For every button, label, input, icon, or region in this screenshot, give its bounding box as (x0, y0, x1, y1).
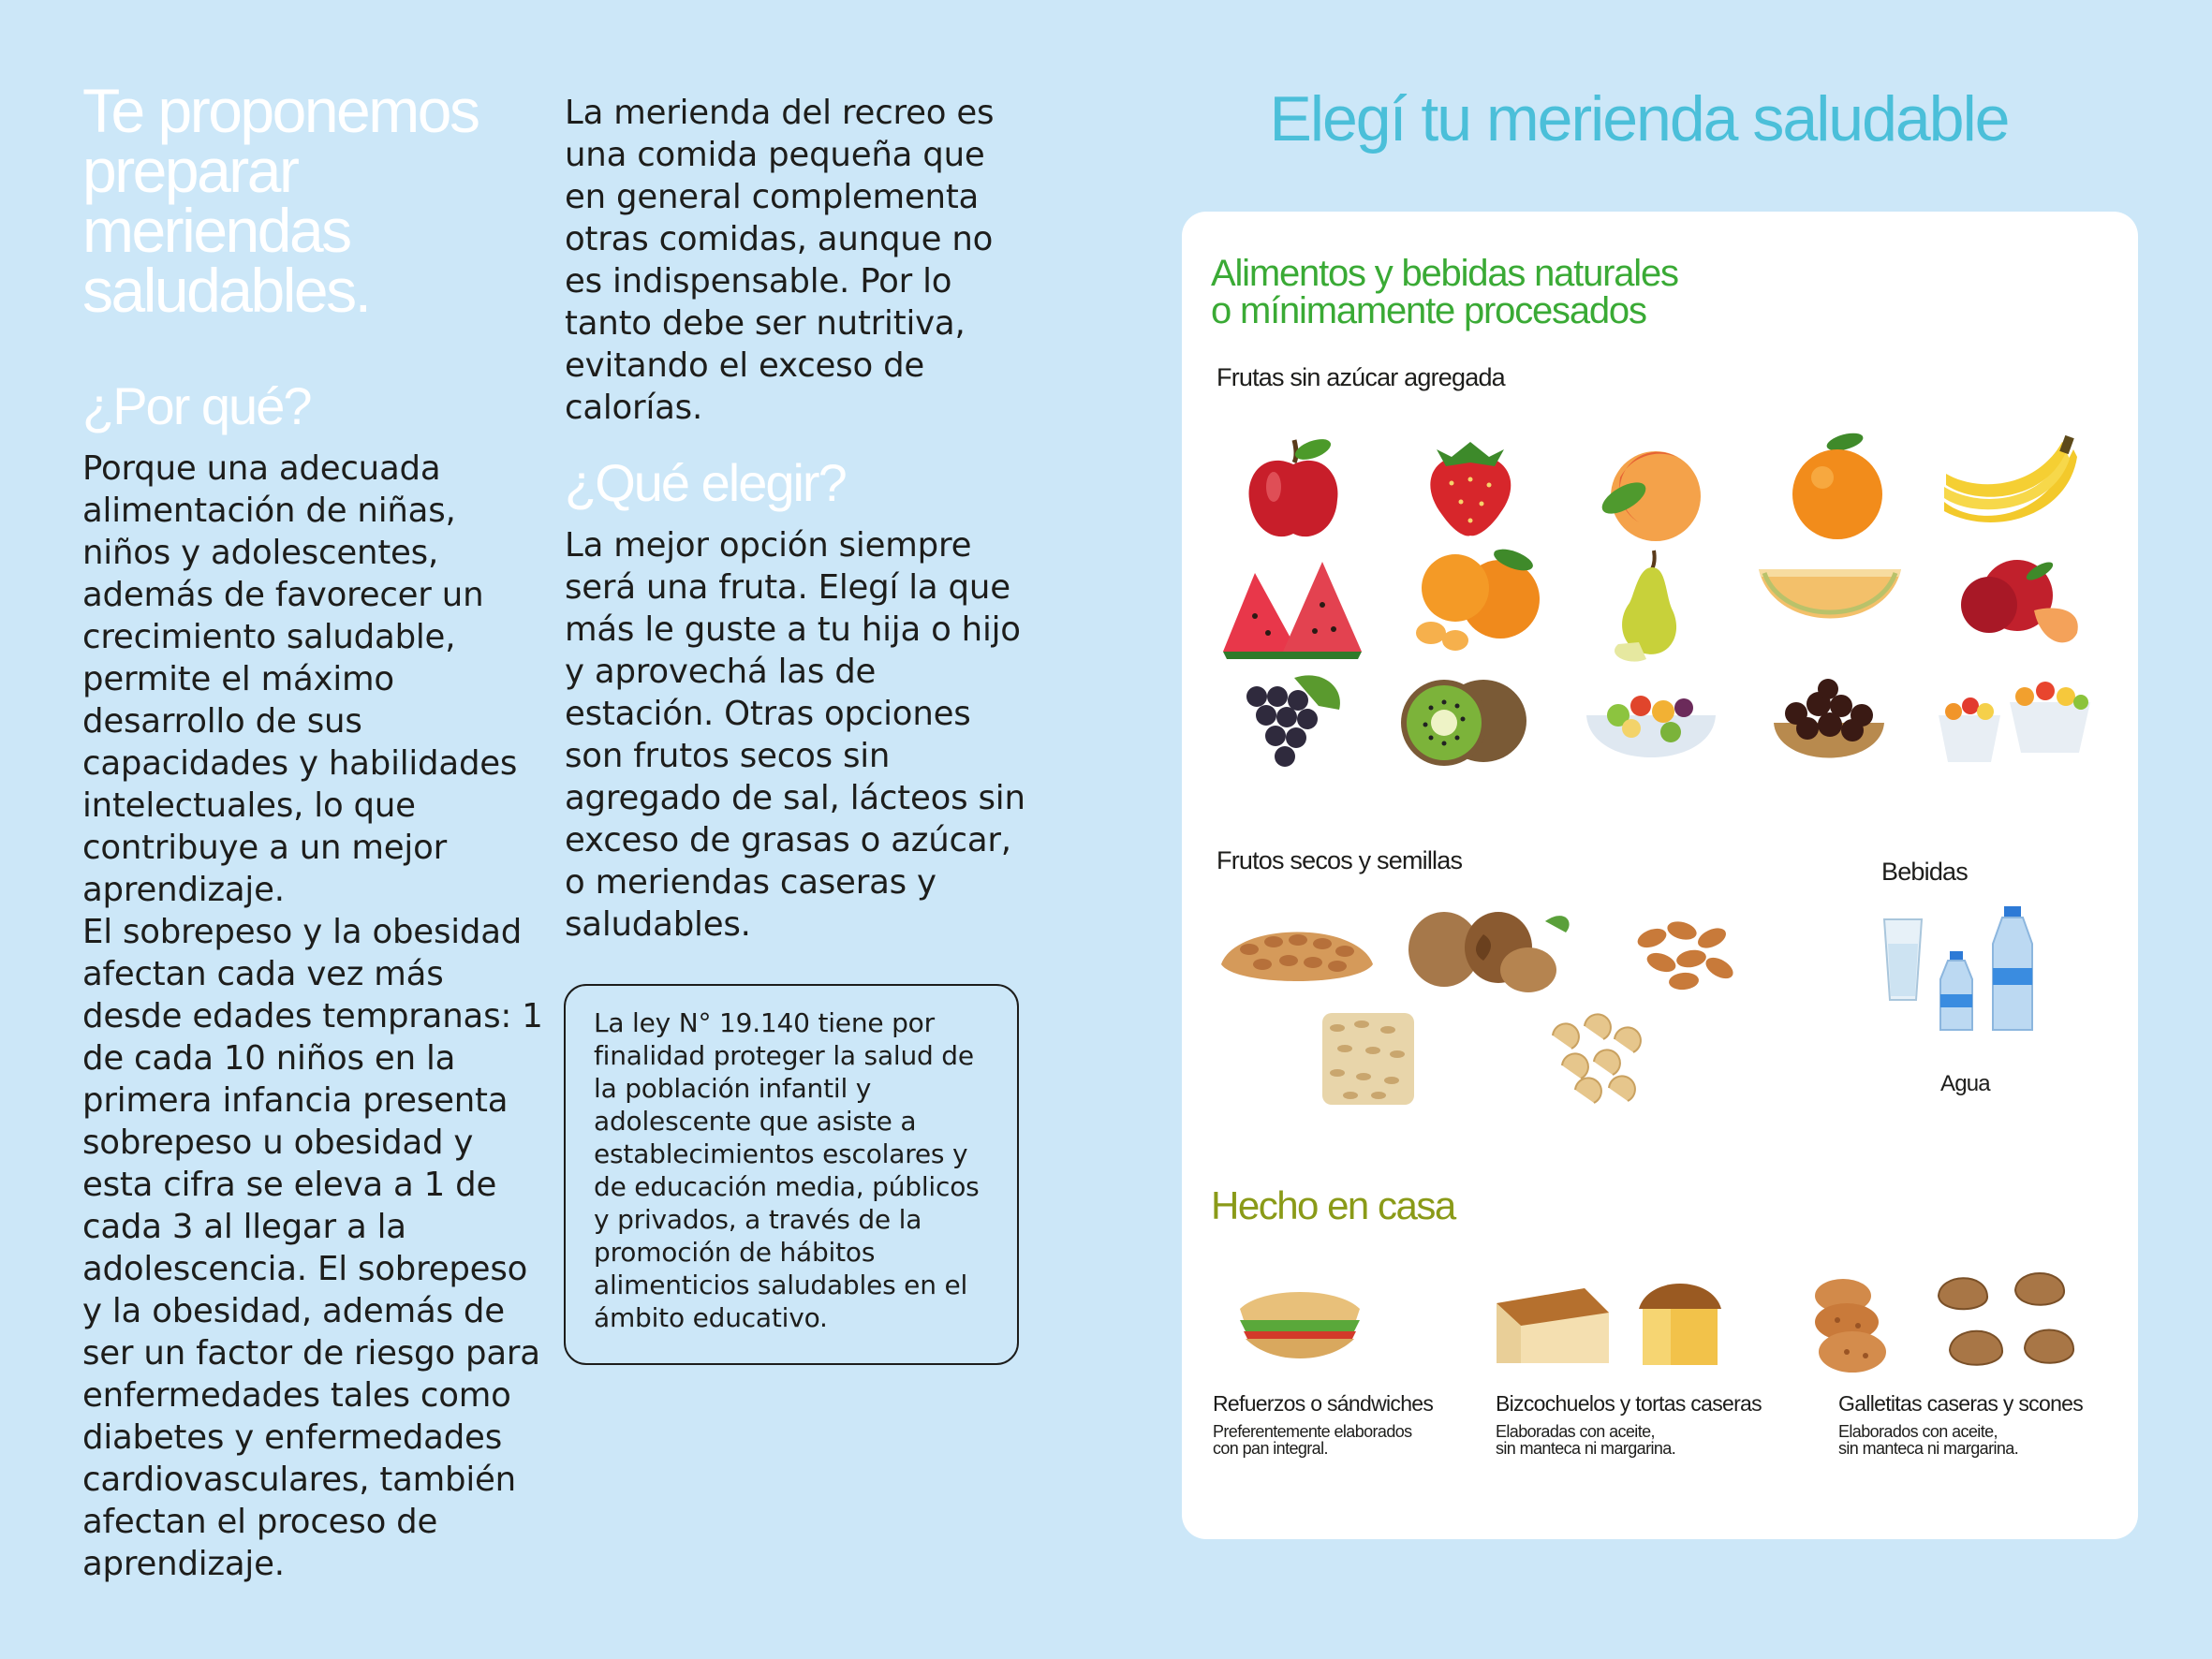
peach-icon (1592, 440, 1714, 543)
homemade-item-title: Galletitas caseras y scones (1838, 1391, 2084, 1416)
orange-icon (1787, 429, 1890, 541)
watermelon-icon (1217, 549, 1367, 661)
why-paragraph-2: El sobrepeso y la obesidad afectan cada vez más desde edades tempranas: 1 de cada 10 niños en la primera infancia presenta sobrepeso u obesidad y esta cifra se eleva a 1 de cada 3 al llegar a la adolescencia. El sobrepeso y la obesidad, además de ser un factor de riesgo para enfermedades tales como diabetes y enfermedades cardiovasculares, también afectan el proceso de aprendizaje. (82, 913, 543, 1583)
cookies-icon (1806, 1273, 1909, 1376)
page-title: Elegí tu merienda saludable (1269, 83, 2009, 154)
homemade-item-note: Elaborados con aceite, sin manteca ni margarina. (1838, 1422, 2019, 1458)
natural-heading: Alimentos y bebidas naturales o mínimamente procesados (1211, 253, 1678, 331)
seeds-icon (1317, 1007, 1420, 1110)
kiwi-icon (1390, 670, 1530, 773)
why-paragraph-1: Porque una adecuada alimentación de niñas, niños y adolescentes, además de favorecer un crecimiento saludable, permite el máximo desarrollo de sus capacidades y habilidades intelectuales, lo que contribuye a un mejor aprendizaje. (82, 449, 518, 909)
choose-text: La mejor opción siempre será una fruta. Elegí la que más le guste a tu hija o hijo y aprovechá las de estación. Otras opciones son frutos secos sin agregado de sal, lácteos sin exceso de grasas o azúcar, o meriendas caseras y saludables. (565, 526, 1025, 944)
fruit-salad-icon (1581, 678, 1721, 771)
fruit-cups-icon (1931, 668, 2100, 781)
drinks-label: Bebidas (1881, 858, 1968, 886)
water-label: Agua (1940, 1071, 1990, 1096)
nuts-label: Frutos secos y semillas (1217, 846, 1463, 874)
almonds-icon (1630, 910, 1742, 994)
pear-icon (1601, 545, 1695, 667)
law-text: La ley N° 19.140 tiene por finalidad proteger la salud de la población infantil y adolescente que asiste a establecimientos escolares y de educación media, públicos y privados, a través de la promoción de hábitos alimenticios saludables en el ámbito educativo. (594, 1007, 980, 1333)
peanuts-icon (1217, 912, 1377, 987)
sandwich-icon (1234, 1281, 1365, 1365)
plum-icon (1952, 551, 2092, 653)
melon-icon (1755, 560, 1905, 635)
water-glass-icon (1882, 916, 1924, 1004)
homemade-heading: Hecho en casa (1211, 1183, 1455, 1227)
choose-heading: ¿Qué elegir? (565, 453, 846, 512)
intro-text: La merienda del recreo es una comida pequeña que en general complementa otras comidas, aunque no es indispensable. Por lo tanto debe ser nutritiva, evitando el exceso de calorías. (565, 94, 995, 427)
raisins-icon (1768, 667, 1890, 770)
banana-icon (1937, 433, 2077, 536)
tangerine-icon (1403, 543, 1553, 655)
homemade-item-title: Bizcochuelos y tortas caseras (1496, 1391, 1762, 1416)
walnuts-icon (1405, 903, 1573, 996)
grapes-icon (1229, 668, 1350, 771)
small-bottle-icon (1937, 951, 1976, 1034)
pound-cake-icon (1633, 1271, 1727, 1374)
homemade-item-note: Elaboradas con aceite, sin manteca ni margarina. (1496, 1422, 1676, 1458)
cashews-icon (1534, 1007, 1646, 1110)
fruits-label: Frutas sin azúcar agregada (1217, 363, 1505, 391)
menu-card (1182, 212, 2138, 1539)
why-heading: ¿Por qué? (82, 376, 311, 435)
law-box (564, 984, 1019, 1365)
hero-title: Te proponemos preparar meriendas saludables. (82, 76, 479, 325)
why-text (82, 448, 551, 1585)
sponge-cake-icon (1491, 1275, 1613, 1369)
strawberry-icon (1414, 436, 1526, 539)
apple-icon (1242, 433, 1345, 545)
homemade-item-note: Preferentemente elaborados con pan integral. (1213, 1422, 1412, 1458)
scones-icon (1931, 1268, 2081, 1380)
large-bottle-icon (1989, 906, 2036, 1034)
homemade-item-title: Refuerzos o sándwiches (1213, 1391, 1434, 1416)
